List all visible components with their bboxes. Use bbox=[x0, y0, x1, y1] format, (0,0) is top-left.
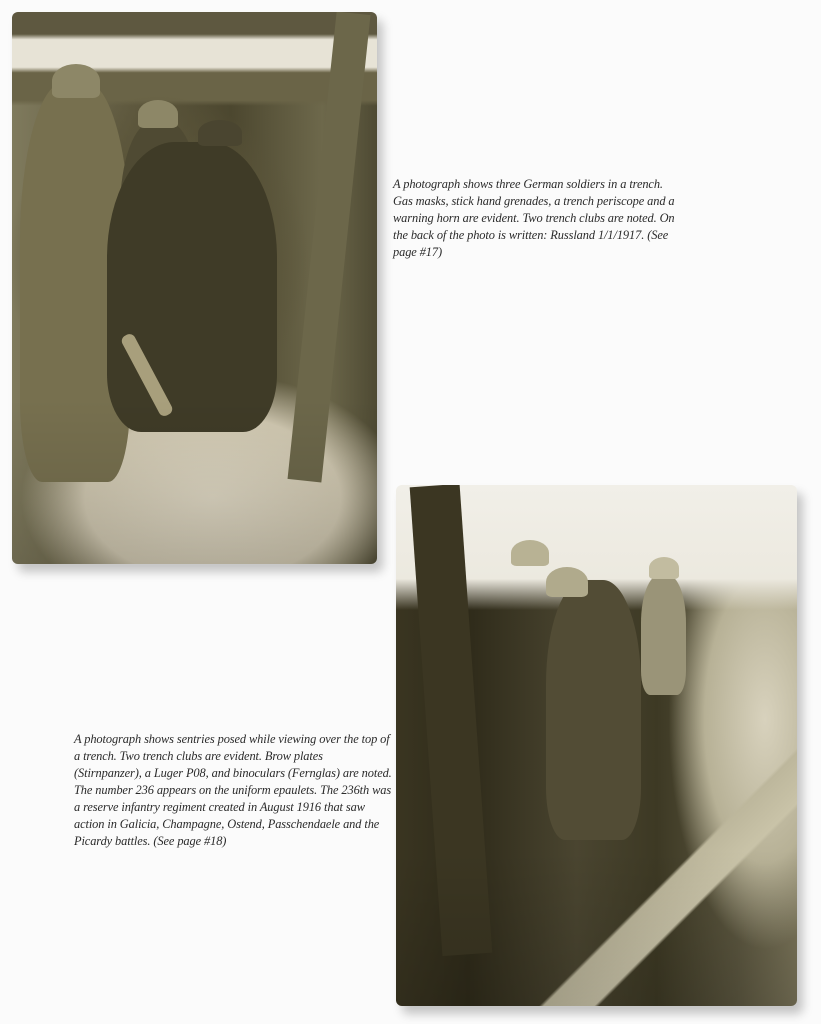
sentry-figure-distant bbox=[641, 575, 686, 695]
helmet-front bbox=[546, 567, 588, 597]
wooden-post bbox=[288, 12, 371, 482]
helmet-left bbox=[52, 64, 100, 98]
caption-photo-2: A photograph shows sentries posed while viewing over the top of a trench. Two trench clubs are evident. Brow plates (Stirnpanzer), a Luger P08, and binoculars (Fernglas) are noted. The number 236 appears on the uniform epaulets. The 236th was a reserve infantry regiment created in August 1916 that saw action in Galicia, Champagne, Ostend, Passchendaele and the Picardy battles. (See page #18) bbox=[74, 732, 392, 848]
photo-three-soldiers-in-snowy-trench bbox=[12, 12, 377, 564]
helmet-middle bbox=[138, 100, 178, 128]
helmet-distant bbox=[649, 557, 679, 579]
soldier-figure-right bbox=[107, 142, 277, 432]
sentry-figure-front bbox=[546, 580, 641, 840]
caption-photo-1: A photograph shows three German soldiers in a trench. Gas masks, stick hand grenades, a trench periscope and a warning horn are evident. Two trench clubs are noted. On the back of the photo is written: Russland 1/1/1917. (See page #17) bbox=[393, 177, 675, 259]
cap-right bbox=[198, 120, 242, 146]
timber-frame bbox=[410, 485, 493, 956]
photo-sentries-over-trench bbox=[396, 485, 797, 1006]
helmet-back bbox=[511, 540, 549, 566]
